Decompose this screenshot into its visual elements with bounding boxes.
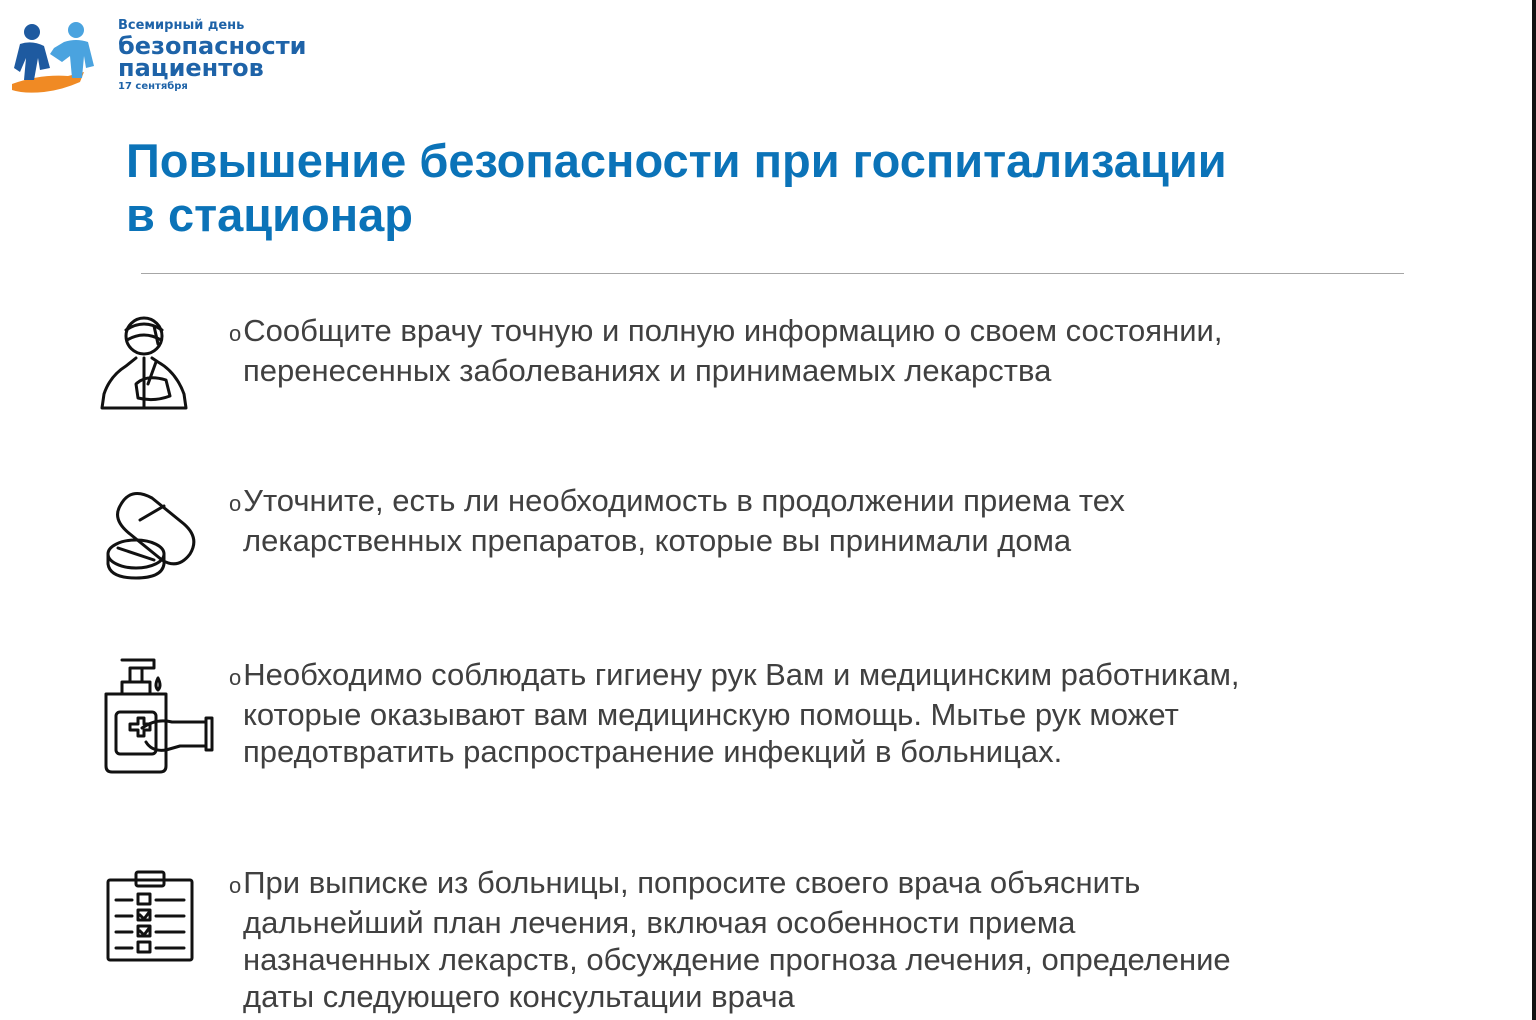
item-2-line-1: Уточните, есть ли необходимость в продолжении приема тех — [243, 483, 1125, 518]
bullet-marker: o — [229, 665, 242, 690]
logo-title-line1: безопасности — [118, 32, 307, 60]
bullet-marker: o — [229, 321, 242, 346]
clipboard-checklist-icon — [96, 868, 216, 968]
list-item-text — [229, 656, 1389, 770]
pills-icon — [96, 484, 216, 584]
item-4-line-1: При выписке из больницы, попросите своего врача объяснить — [243, 865, 1141, 900]
patient-safety-day-logo — [10, 14, 310, 104]
item-4-line-3: назначенных лекарств, обсуждение прогноза лечения, определение — [243, 942, 1231, 977]
right-edge-border — [1532, 0, 1536, 1020]
page-title-line2: в стационар — [126, 188, 413, 241]
bandaged-patient-icon — [96, 314, 216, 414]
item-1-line-1: Сообщите врачу точную и полную информацию о своем состоянии, — [243, 313, 1223, 348]
list-item-text — [229, 864, 1389, 1015]
logo-title-line2: пациентов — [118, 54, 264, 82]
bullet-marker: o — [229, 491, 242, 516]
item-3-line-3: предотвратить распространение инфекций в больницах. — [243, 734, 1063, 769]
bullet-marker: o — [229, 873, 242, 898]
logo-date: 17 сентября — [118, 81, 188, 92]
item-3-line-2: которые оказывают вам медицинскую помощь. Мытье рук может — [243, 697, 1179, 732]
item-2-line-2: лекарственных препаратов, которые вы принимали дома — [243, 523, 1072, 558]
logo-people-icon — [10, 18, 106, 98]
item-3-line-1: Необходимо соблюдать гигиену рук Вам и медицинским работникам, — [243, 657, 1240, 692]
title-divider — [141, 273, 1404, 274]
item-1-line-2: перенесенных заболеваниях и принимаемых лекарства — [243, 353, 1052, 388]
list-item-text — [229, 482, 1389, 559]
page-title — [126, 134, 1426, 242]
item-4-line-4: даты следующего консультации врача — [243, 979, 795, 1014]
hand-sanitizer-icon — [96, 656, 216, 774]
list-item-text — [229, 312, 1389, 389]
item-4-line-2: дальнейший план лечения, включая особенности приема — [243, 905, 1076, 940]
logo-caption: Всемирный день — [118, 18, 245, 33]
page-title-line1: Повышение безопасности при госпитализации — [126, 134, 1227, 187]
